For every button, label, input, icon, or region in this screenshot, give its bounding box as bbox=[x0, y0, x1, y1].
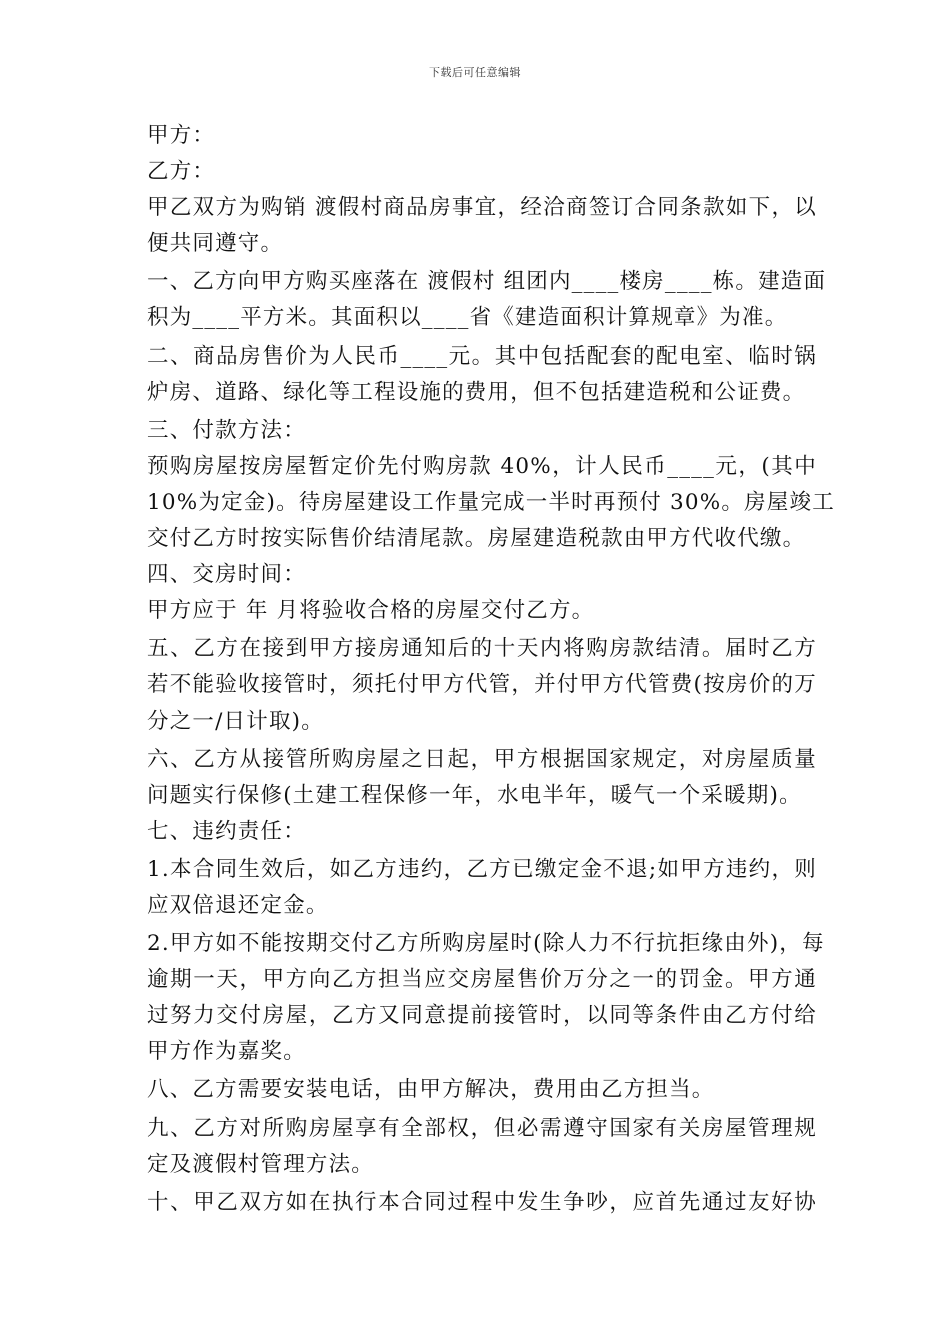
contract-line: 六、乙方从接管所购房屋之日起，甲方根据国家规定，对房屋质量 bbox=[147, 746, 817, 772]
contract-line: 预购房屋按房屋暂定价先付购房款 40%，计人民币____元，(其中 bbox=[147, 453, 817, 479]
contract-line: 十、甲乙双方如在执行本合同过程中发生争吵，应首先通过友好协 bbox=[147, 1189, 817, 1215]
contract-line: 10%为定金)。待房屋建设工作量完成一半时再预付 30%。房屋竣工 bbox=[147, 489, 835, 515]
contract-line: 炉房、道路、绿化等工程设施的费用，但不包括建造税和公证费。 bbox=[147, 379, 806, 405]
contract-line: 四、交房时间： bbox=[147, 562, 306, 588]
contract-line: 二、商品房售价为人民币____元。其中包括配套的配电室、临时锅 bbox=[147, 343, 817, 369]
contract-line: 分之一/日计取)。 bbox=[147, 708, 324, 734]
contract-line: 九、乙方对所购房屋享有全部权，但必需遵守国家有关房屋管理规 bbox=[147, 1115, 817, 1141]
contract-line: 若不能验收接管时，须托付甲方代管，并付甲方代管费(按房价的万 bbox=[147, 672, 817, 698]
contract-line: 甲乙双方为购销 渡假村商品房事宜，经洽商签订合同条款如下，以 bbox=[147, 195, 817, 221]
contract-line: 交付乙方时按实际售价结清尾款。房屋建造税款由甲方代收代缴。 bbox=[147, 526, 806, 552]
contract-line: 问题实行保修(土建工程保修一年，水电半年，暖气一个采暖期)。 bbox=[147, 782, 802, 808]
contract-line: 2.甲方如不能按期交付乙方所购房屋时(除人力不行抗拒缘由外)，每 bbox=[147, 931, 825, 957]
contract-line: 过努力交付房屋，乙方又同意提前接管时，以同等条件由乙方付给 bbox=[147, 1003, 817, 1029]
contract-line: 一、乙方向甲方购买座落在 渡假村 组团内____楼房____栋。建造面 bbox=[147, 269, 827, 295]
contract-line: 应双倍退还定金。 bbox=[147, 892, 329, 918]
contract-line: 甲方： bbox=[147, 123, 216, 148]
contract-line: 八、乙方需要安装电话，由甲方解决，费用由乙方担当。 bbox=[147, 1077, 715, 1103]
contract-line: 便共同遵守。 bbox=[147, 231, 284, 257]
contract-line: 积为____平方米。其面积以____省《建造面积计算规章》为准。 bbox=[147, 305, 788, 331]
contract-line: 定及渡假村管理方法。 bbox=[147, 1151, 375, 1177]
page-header-note: 下载后可任意编辑 bbox=[429, 66, 521, 79]
contract-line: 甲方作为嘉奖。 bbox=[147, 1039, 306, 1065]
contract-line: 乙方： bbox=[147, 159, 216, 185]
contract-line: 甲方应于 年 月将验收合格的房屋交付乙方。 bbox=[147, 598, 595, 624]
contract-body bbox=[147, 118, 835, 1221]
contract-line: 五、乙方在接到甲方接房通知后的十天内将购房款结清。届时乙方 bbox=[147, 636, 817, 662]
contract-line: 三、付款方法： bbox=[147, 417, 306, 443]
contract-line: 1.本合同生效后，如乙方违约，乙方已缴定金不退;如甲方违约，则 bbox=[147, 856, 817, 882]
contract-line: 七、违约责任： bbox=[147, 818, 306, 844]
contract-line: 逾期一天，甲方向乙方担当应交房屋售价万分之一的罚金。甲方通 bbox=[147, 967, 817, 993]
